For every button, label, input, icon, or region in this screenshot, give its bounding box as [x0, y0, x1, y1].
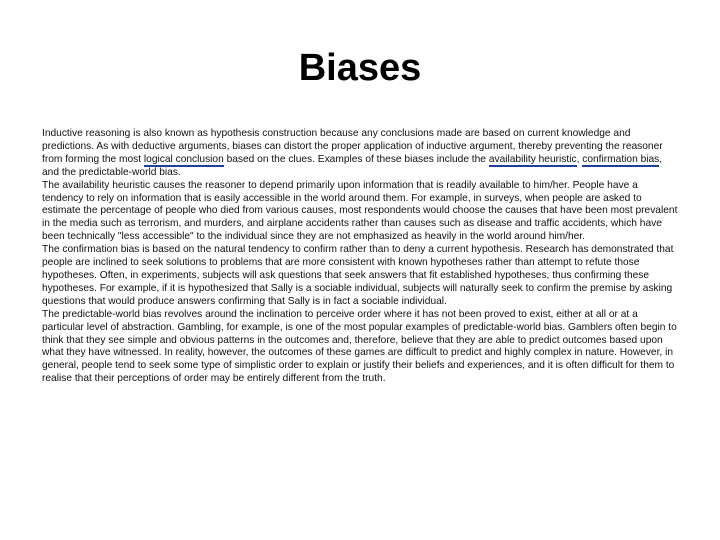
slide-body [42, 128, 678, 386]
availability-heuristic-link[interactable]: availability heuristic [488, 153, 577, 165]
intro-text-1: Inductive reasoning is also known as hypothesis construction because any conclusions made are based on current knowledge and predictions. As with deductive arguments, biases can distort the proper application of inductive argument, thereby preventing the reasoner from forming the most [42, 128, 663, 165]
logical-conclusion-link[interactable]: logical conclusion [143, 153, 224, 165]
confirmation-bias-link[interactable]: confirmation bias [582, 153, 660, 165]
paragraph-confirmation-bias: The confirmation bias is based on the natural tendency to confirm rather than to deny a current hypothesis. Research has demonstrated that people are inclined to seek solutions to problems that are more consistent with known hypotheses rather than attempt to refute those hypotheses. Often, in experiments, subjects will ask questions that seek answers that fit established hypotheses, thus confirming these hypotheses. For example, if it is hypothesized that Sally is a sociable individual, subjects will naturally seek to confirm the premise by asking questions that would produce answers confirming that Sally is in fact a sociable individual. [42, 244, 674, 307]
intro-text-2: based on the clues. Examples of these biases include the [223, 153, 489, 165]
paragraph-availability-heuristic: The availability heuristic causes the reasoner to depend primarily upon information that is readily available to him/her. People have a tendency to rely on information that is easily accessible in the world around them. For example, in surveys, when people are asked to estimate the percentage of people who died from various causes, most respondents would choose the causes that have been most prevalent in the media such as terrorism, and murders, and airplane accidents rather than causes such as disease and traffic accidents, which have been technically "less accessible" to the individual since they are not emphasized as heavily in the world around him/her. [42, 179, 678, 243]
paragraph-intro [42, 128, 678, 180]
intro-text-3: , [576, 153, 583, 165]
intro-text-4: , and the predictable-world bias. [42, 153, 663, 178]
slide-title: Biases [298, 47, 422, 89]
paragraph-predictable-world-bias: The predictable-world bias revolves around the inclination to perceive order where it has not been proved to exist, either at all or at a particular level of abstraction. Gambling, for example, is one of the most popular examples of predictable-world bias. Gamblers often begin to think that they see simple and obvious patterns in the outcomes and, therefore, believe that they are able to predict outcomes based upon what they have witnessed. In reality, however, the outcomes of these games are difficult to predict and highly complex in nature. However, in general, people tend to seek some type of simplistic order to explain or justify their beliefs and experiences, and it is often difficult for them to realise that their perceptions of order may be entirely different from the truth. [42, 308, 677, 385]
